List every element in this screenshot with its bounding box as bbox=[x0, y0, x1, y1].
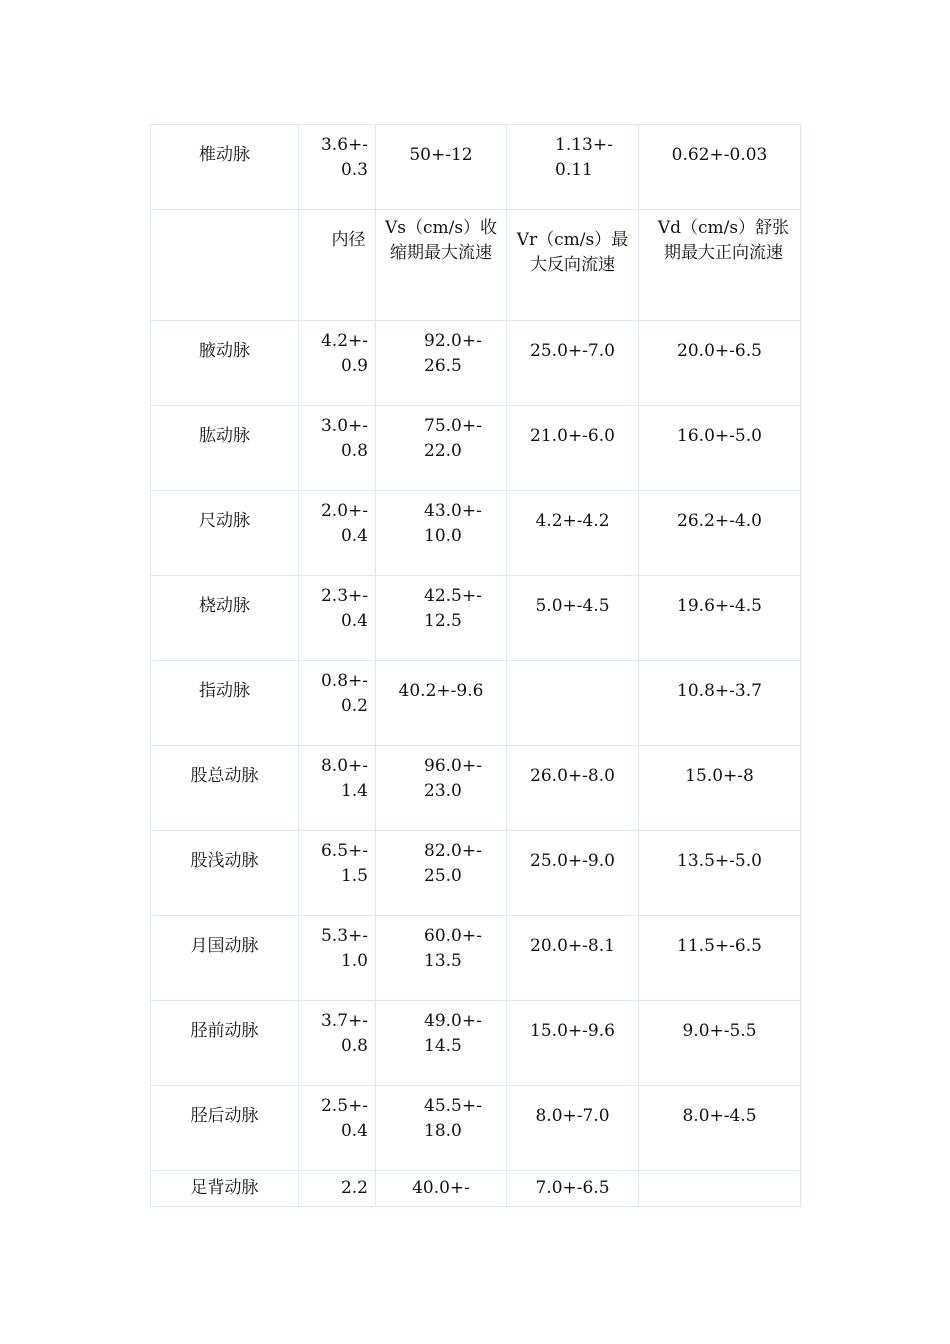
diameter-cell: 2.2 bbox=[299, 1171, 376, 1207]
vr-cell: 26.0+-8.0 bbox=[507, 746, 639, 831]
vr-cell: 25.0+-7.0 bbox=[507, 321, 639, 406]
artery-name-cell: 椎动脉 bbox=[151, 125, 299, 210]
diameter-cell: 6.5+-1.5 bbox=[299, 831, 376, 916]
table-row bbox=[151, 406, 801, 491]
vr-cell: 1.13+-0.11 bbox=[507, 125, 639, 210]
vs-cell: 96.0+-23.0 bbox=[376, 746, 507, 831]
vd-cell: 26.2+-4.0 bbox=[639, 491, 801, 576]
vr-cell: 21.0+-6.0 bbox=[507, 406, 639, 491]
artery-name-cell: 桡动脉 bbox=[151, 576, 299, 661]
table-row bbox=[151, 916, 801, 1001]
vr-cell: 25.0+-9.0 bbox=[507, 831, 639, 916]
header-diameter-cell: 内径 bbox=[299, 210, 376, 321]
header-vr-cell: Vr（cm/s）最大反向流速 bbox=[507, 210, 639, 321]
vr-cell bbox=[507, 661, 639, 746]
diameter-cell: 3.0+-0.8 bbox=[299, 406, 376, 491]
vd-cell: 19.6+-4.5 bbox=[639, 576, 801, 661]
vs-cell: 40.0+- bbox=[376, 1171, 507, 1207]
header-vs-cell: Vs（cm/s）收缩期最大流速 bbox=[376, 210, 507, 321]
artery-name-cell: 股浅动脉 bbox=[151, 831, 299, 916]
vs-cell: 40.2+-9.6 bbox=[376, 661, 507, 746]
vd-cell: 8.0+-4.5 bbox=[639, 1086, 801, 1171]
artery-name-cell: 胫前动脉 bbox=[151, 1001, 299, 1086]
vd-cell: 9.0+-5.5 bbox=[639, 1001, 801, 1086]
vr-cell: 20.0+-8.1 bbox=[507, 916, 639, 1001]
artery-name-cell: 股总动脉 bbox=[151, 746, 299, 831]
vd-cell: 20.0+-6.5 bbox=[639, 321, 801, 406]
vs-cell: 43.0+-10.0 bbox=[376, 491, 507, 576]
vr-cell: 7.0+-6.5 bbox=[507, 1171, 639, 1207]
vr-cell: 5.0+-4.5 bbox=[507, 576, 639, 661]
diameter-cell: 2.0+-0.4 bbox=[299, 491, 376, 576]
vs-cell: 49.0+-14.5 bbox=[376, 1001, 507, 1086]
diameter-cell: 2.3+-0.4 bbox=[299, 576, 376, 661]
artery-name-cell: 足背动脉 bbox=[151, 1171, 299, 1207]
artery-name-cell: 尺动脉 bbox=[151, 491, 299, 576]
table-row bbox=[151, 321, 801, 406]
vs-cell: 92.0+-26.5 bbox=[376, 321, 507, 406]
diameter-cell: 3.7+-0.8 bbox=[299, 1001, 376, 1086]
table-row bbox=[151, 491, 801, 576]
vr-cell: 8.0+-7.0 bbox=[507, 1086, 639, 1171]
diameter-cell: 4.2+-0.9 bbox=[299, 321, 376, 406]
vr-cell: 4.2+-4.2 bbox=[507, 491, 639, 576]
artery-name-cell: 肱动脉 bbox=[151, 406, 299, 491]
table-row bbox=[151, 831, 801, 916]
vd-cell: 11.5+-6.5 bbox=[639, 916, 801, 1001]
vr-cell: 15.0+-9.6 bbox=[507, 1001, 639, 1086]
table-row bbox=[151, 1086, 801, 1171]
artery-name-cell: 胫后动脉 bbox=[151, 1086, 299, 1171]
vd-cell: 0.62+-0.03 bbox=[639, 125, 801, 210]
artery-name-cell: 腋动脉 bbox=[151, 321, 299, 406]
table-header-row bbox=[151, 210, 801, 321]
artery-velocity-table bbox=[150, 124, 801, 1207]
artery-name-cell: 月国动脉 bbox=[151, 916, 299, 1001]
header-vd-cell: Vd（cm/s）舒张期最大正向流速 bbox=[639, 210, 801, 321]
diameter-cell: 5.3+-1.0 bbox=[299, 916, 376, 1001]
diameter-cell: 3.6+-0.3 bbox=[299, 125, 376, 210]
vs-cell: 82.0+-25.0 bbox=[376, 831, 507, 916]
table-row bbox=[151, 125, 801, 210]
vs-cell: 60.0+-13.5 bbox=[376, 916, 507, 1001]
table-row bbox=[151, 576, 801, 661]
vs-cell: 75.0+-22.0 bbox=[376, 406, 507, 491]
vs-cell: 42.5+-12.5 bbox=[376, 576, 507, 661]
table-row bbox=[151, 1001, 801, 1086]
vd-cell: 15.0+-8 bbox=[639, 746, 801, 831]
vd-cell: 13.5+-5.0 bbox=[639, 831, 801, 916]
diameter-cell: 8.0+-1.4 bbox=[299, 746, 376, 831]
vd-cell bbox=[639, 1171, 801, 1207]
header-name-cell bbox=[151, 210, 299, 321]
vd-cell: 16.0+-5.0 bbox=[639, 406, 801, 491]
vd-cell: 10.8+-3.7 bbox=[639, 661, 801, 746]
diameter-cell: 0.8+-0.2 bbox=[299, 661, 376, 746]
table-row bbox=[151, 661, 801, 746]
diameter-cell: 2.5+-0.4 bbox=[299, 1086, 376, 1171]
artery-name-cell: 指动脉 bbox=[151, 661, 299, 746]
vs-cell: 45.5+-18.0 bbox=[376, 1086, 507, 1171]
table-row bbox=[151, 1171, 801, 1207]
table-row bbox=[151, 746, 801, 831]
vs-cell: 50+-12 bbox=[376, 125, 507, 210]
